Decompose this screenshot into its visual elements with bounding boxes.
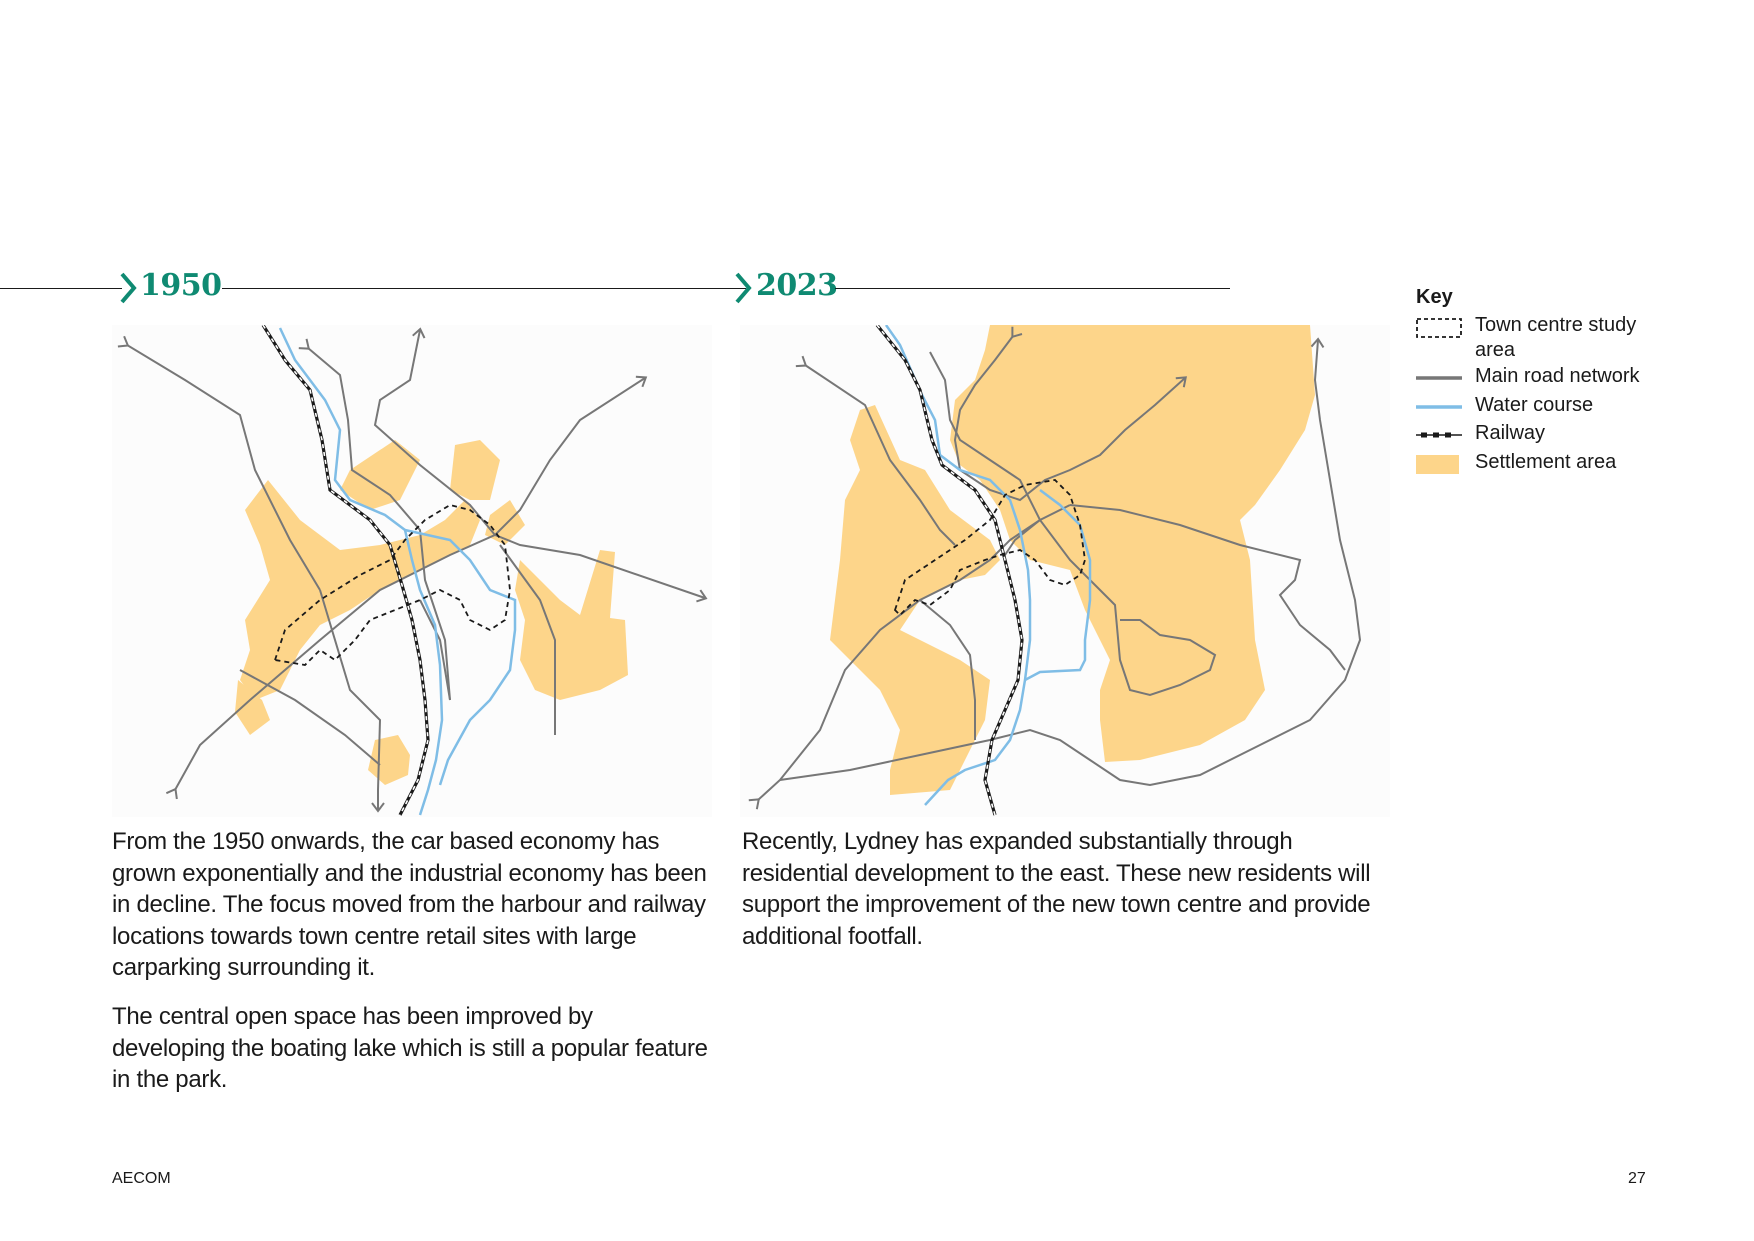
year-1950-label: 1950 (140, 268, 222, 303)
map-2023 (740, 325, 1390, 817)
key-label: Settlement area (1475, 451, 1617, 473)
road-line-icon (1416, 364, 1462, 392)
settlement-swatch-icon (1416, 450, 1462, 478)
water-line-icon (1416, 393, 1462, 421)
key-title: Key (1416, 286, 1453, 308)
timeline-line-left (0, 288, 122, 289)
paragraph-1950-park: The central open space has been improved by developing the boating lake which is still a popular feature in the park. (112, 1003, 708, 1093)
dashed-box-icon (1416, 313, 1462, 341)
map-1950 (112, 325, 712, 817)
year-2023-label: 2023 (756, 268, 838, 303)
footer-page-number: 27 (1628, 1170, 1646, 1187)
chevron-right-icon (733, 271, 755, 305)
key-label: Water course (1475, 394, 1594, 416)
paragraph-2023: Recently, Lydney has expanded substantially through residential development to the east. These new residents will support the improvement of the new town centre and provide additional footfall. (742, 828, 1371, 950)
timeline-line-middle (222, 288, 746, 289)
footer-brand: AECOM (112, 1170, 171, 1187)
key-label: Main road network (1475, 365, 1640, 387)
timeline-line-right (835, 288, 1230, 289)
key-label: Town centre study area (1475, 314, 1637, 361)
railway-line-icon (1416, 421, 1462, 449)
chevron-right-icon (118, 271, 140, 305)
key-label: Railway (1475, 422, 1546, 444)
paragraph-1950-intro: From the 1950 onwards, the car based economy has grown exponentially and the industrial economy has been in decline. The focus moved from the harbour and railway locations towards town centre retail sites with large carparking surrounding it. (112, 828, 707, 981)
